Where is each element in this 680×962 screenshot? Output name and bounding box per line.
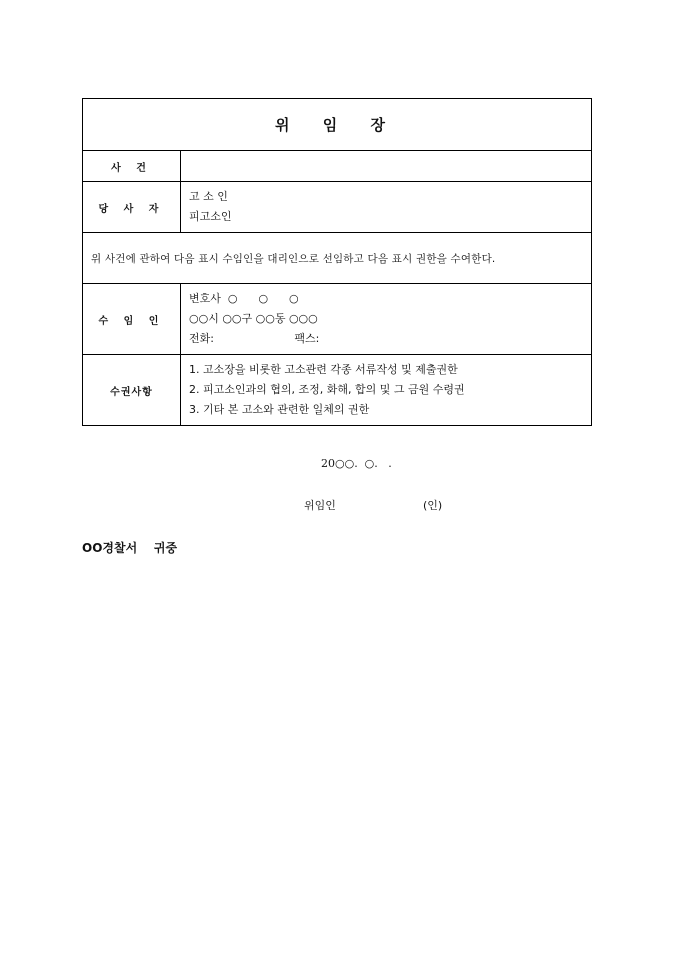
authority-item-1: 1. 고소장을 비롯한 고소관련 각종 서류작성 및 제출권한 xyxy=(189,363,458,376)
case-label: 사 건 xyxy=(83,151,181,182)
document-title: 위 임 장 xyxy=(83,99,592,151)
agent-label: 수 임 인 xyxy=(83,284,181,355)
recipient-line: OO경찰서 귀중 xyxy=(82,541,178,555)
agent-value xyxy=(181,284,592,355)
parties-label: 당 사 자 xyxy=(83,182,181,233)
seal-mark: (인) xyxy=(423,499,443,512)
complainant-line: 고 소 인 xyxy=(189,190,228,203)
authority-item-2: 2. 피고소인과의 협의, 조정, 화해, 합의 및 그 금원 수령권 xyxy=(189,383,465,396)
case-value xyxy=(181,151,592,182)
authority-item-3: 3. 기타 본 고소와 관련한 일체의 권한 xyxy=(189,403,370,416)
authority-value xyxy=(181,355,592,426)
agent-name-line: 변호사 ○ ○ ○ xyxy=(189,292,299,305)
delegator-label: 위임인 xyxy=(304,499,336,512)
document-date: 20○○. ○. . xyxy=(321,457,392,470)
power-of-attorney-table xyxy=(82,98,592,426)
agent-contact-line: 전화: 팩스: xyxy=(189,332,320,345)
defendant-line: 피고소인 xyxy=(189,210,232,223)
delegation-statement: 위 사건에 관하여 다음 표시 수임인을 대리인으로 선임하고 다음 표시 권한을 수여한다. xyxy=(83,233,592,284)
agent-address-line: ○○시 ○○구 ○○동 ○○○ xyxy=(189,312,318,325)
parties-value xyxy=(181,182,592,233)
authority-label: 수권사항 xyxy=(83,355,181,426)
